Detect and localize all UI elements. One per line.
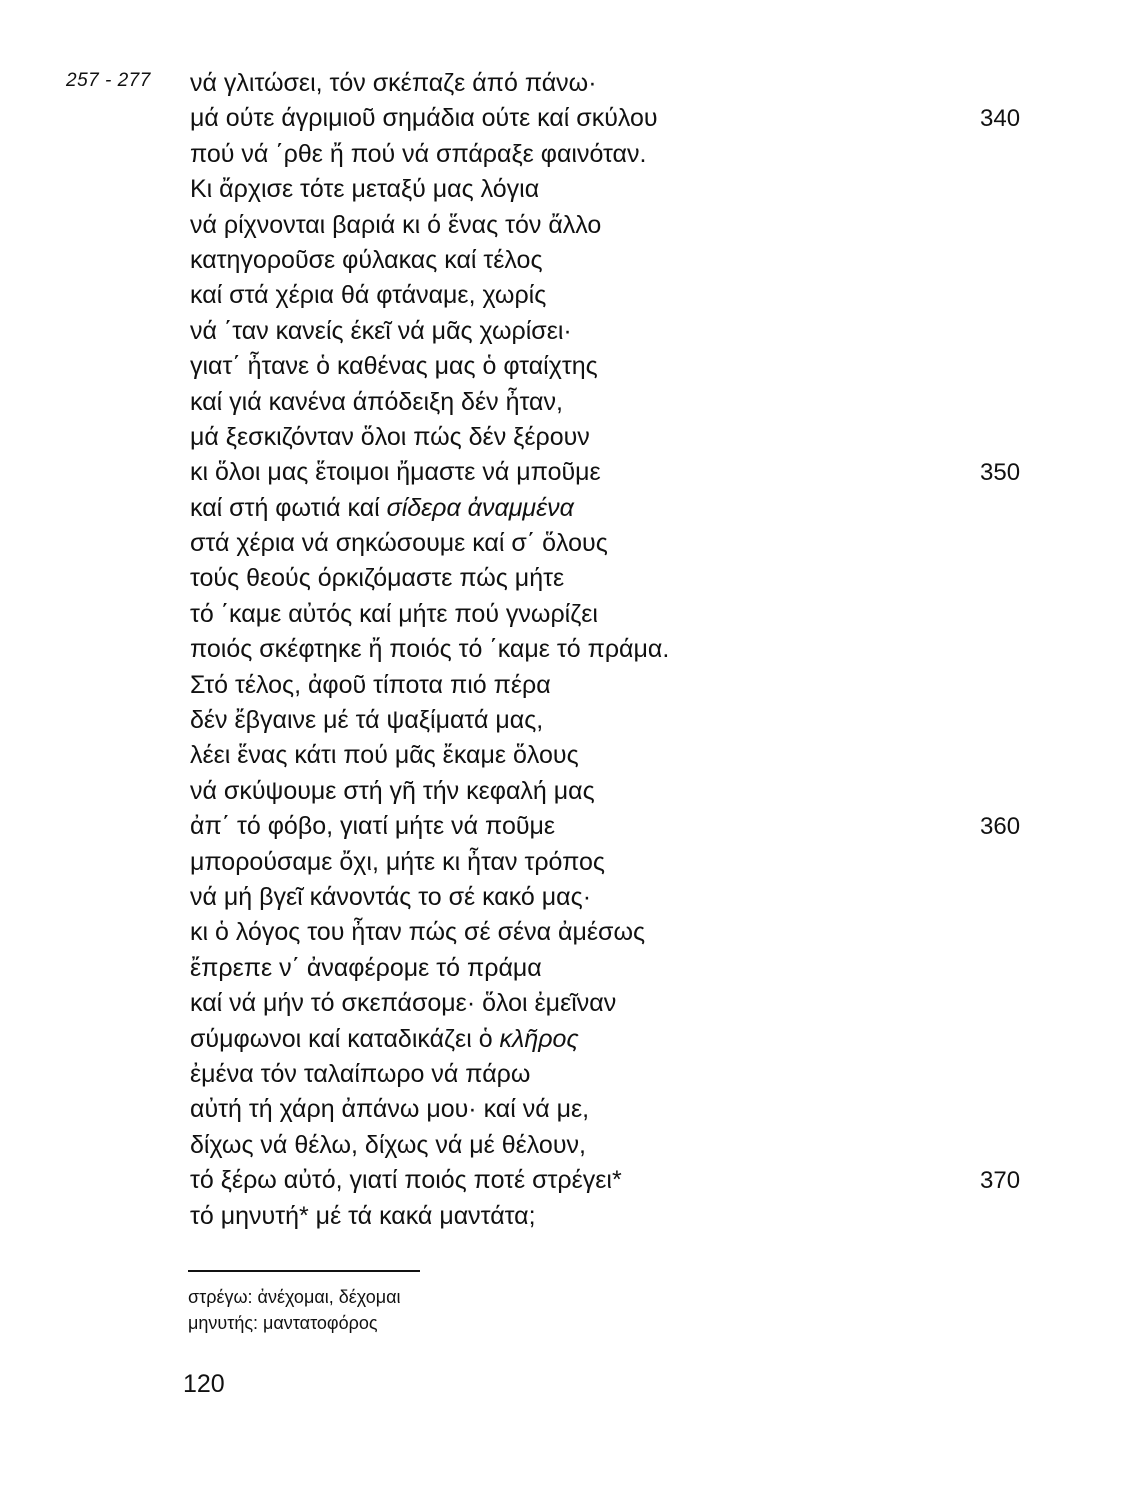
verse-line-text [190,561,564,596]
verse-line-plain: τούς θεούς όρκιζόμαστε πώς μήτε [190,564,565,593]
verse-line-plain: ποιός σκέφτηκε ἤ ποιός τό ΄καμε τό πράμα. [190,635,670,664]
verse-line-plain: καί στή φωτιά καί [190,493,387,522]
source-line-reference: 257 - 277 [66,70,151,91]
verse-line-text [190,101,658,136]
verse-line-number: 370 [980,1167,1021,1195]
verse-line [190,845,1070,880]
footnote-1: στρέγω: ἀνέχομαι, δέχομαι [188,1287,401,1307]
verse-line-plain: πού νά ΄ρθε ἤ πού νά σπάραξε φαινόταν. [190,139,647,168]
verse-line-plain: σύμφωνοι καί καταδικάζει ὁ [190,1024,500,1053]
verse-line-text [190,491,574,526]
verse-line-text [190,597,598,632]
verse-line-text [190,137,646,172]
verse-line-plain: μά ούτε άγριμιοῦ σημάδια ούτε καί σκύλου [190,104,658,133]
verse-line-text [190,1057,530,1092]
verse-line-plain: ἀπ΄ τό φόβο, γιατί μήτε νά ποῦμε [190,812,556,841]
verse-line-text [190,66,597,101]
verse-line [190,880,1070,915]
verse-line-plain: τό μηνυτή* μέ τά κακά μαντάτα; [190,1201,536,1230]
verse-line-text [190,986,616,1021]
verse-line-text [190,632,669,667]
footnote-separator [188,1270,420,1272]
verse-line-plain: μπορούσαμε ὄχι, μήτε κι ἦταν τρόπος [190,847,605,876]
verse-line [190,385,1070,420]
verse-line [190,349,1070,384]
verse-line [190,243,1070,278]
verse-line [190,1022,1070,1057]
verse-line [190,172,1070,207]
verse-line [190,951,1070,986]
verse-line [190,66,1070,101]
verse-line [190,455,1070,490]
verse-line [190,278,1070,313]
verse-line [190,668,1070,703]
verse-line [190,526,1070,561]
verse-line [190,1128,1070,1163]
verse-line-text [190,1199,536,1234]
verse-line-text [190,278,546,313]
verse-line-text [190,385,563,420]
verse-line-plain: αὐτή τή χάρη ἀπάνω μου· καί νά με, [190,1095,590,1124]
verse-line-text [190,880,591,915]
verse-line-text [190,1128,586,1163]
verse-line [190,738,1070,773]
verse-line [190,1199,1070,1234]
verse-line-plain: μά ξεσκιζόνταν ὅλοι πώς δέν ξέρουν [190,422,590,451]
verse-line-plain: Κι ἄρχισε τότε μεταξύ μας λόγια [190,175,540,204]
verse-line-plain: γιατ΄ ἦτανε ὁ καθένας μας ὁ φταίχτης [190,352,598,381]
verse-line-text [190,208,601,243]
verse-line [190,703,1070,738]
verse-line-number: 360 [980,813,1021,841]
verse-line-italic: κλῆρος [499,1024,579,1053]
verse-line [190,137,1070,172]
verse-line-plain: καί γιά κανένα άπόδειξη δέν ἦταν, [190,387,563,416]
verse-line-plain: νά μή βγεῖ κάνοντάς το σέ κακό μας· [190,882,592,911]
verse-line-number: 350 [980,459,1021,487]
verse-line-plain: στά χέρια νά σηκώσουμε καί σ΄ ὅλους [190,529,608,558]
verse-line [190,774,1070,809]
verse-line-plain: Στό τέλος, ἀφοῦ τίποτα πιό πέρα [190,670,551,699]
verse-line [190,632,1070,667]
verse-line [190,208,1070,243]
verse-line-text [190,915,645,950]
verse-line-text [190,668,551,703]
verse-line-plain: κι ὁ λόγος του ἦταν πώς σέ σένα ἀμέσως [190,918,646,947]
verse-line-plain: τό ΄καμε αὐτός καί μήτε πού γνωρίζει [190,599,598,628]
verse-line-plain: νά σκύψουμε στή γῆ τήν κεφαλή μας [190,776,595,805]
verse-line-text [190,951,542,986]
verse-line [190,809,1070,844]
verse-line [190,420,1070,455]
verse-line [190,1057,1070,1092]
verse-line-plain: καί νά μήν τό σκεπάσομε· ὅλοι ἐμεῖναν [190,989,617,1018]
verse-line-text [190,1092,589,1127]
verse-line-text [190,526,608,561]
verse-line-text [190,314,572,349]
verse-line-text [190,172,539,207]
verse-text [190,66,1070,1234]
verse-line-text [190,455,601,490]
verse-line [190,314,1070,349]
verse-line [190,101,1070,136]
verse-line-text [190,1163,622,1198]
verse-line-plain: νά ΄ταν κανείς έκεῖ νά μᾶς χωρίσει· [190,316,572,345]
page-number: 120 [183,1370,225,1398]
verse-line-plain: ἐμένα τόν ταλαίπωρο νά πάρω [190,1059,531,1088]
verse-line-plain: τό ξέρω αὐτό, γιατί ποιός ποτέ στρέγει* [190,1166,622,1195]
verse-line-italic: σίδερα ἀναμμένα [386,493,574,522]
footnotes [188,1284,401,1336]
verse-line [190,986,1070,1021]
verse-line-plain: καί στά χέρια θά φτάναμε, χωρίς [190,281,547,310]
verse-line-plain: κι ὅλοι μας ἕτοιμοι ἤμαστε νά μποῦμε [190,458,601,487]
verse-line-text [190,845,605,880]
verse-line [190,561,1070,596]
verse-line-plain: ἔπρεπε ν΄ ἀναφέρομε τό πράμα [190,953,542,982]
verse-line-plain: δίχως νά θέλω, δίχως νά μέ θέλουν, [190,1130,586,1159]
verse-line-number: 340 [980,105,1021,133]
footnote-2: μηνυτής: μαντατοφόρος [188,1313,378,1333]
verse-line-text [190,1022,579,1057]
verse-line [190,491,1070,526]
verse-line-plain: νά ρίχνονται βαριά κι ό ἕνας τόν ἄλλο [190,210,602,239]
verse-line [190,597,1070,632]
verse-line [190,915,1070,950]
verse-line-plain: δέν ἔβγαινε μέ τά ψαξίματά μας, [190,706,544,735]
verse-line-text [190,703,543,738]
verse-line-plain: νά γλιτώσει, τόν σκέπαζε άπό πάνω· [190,69,597,97]
verse-line [190,1163,1070,1198]
verse-line [190,1092,1070,1127]
verse-line-text [190,809,555,844]
verse-line-plain: λέει ἕνας κάτι πού μᾶς ἔκαμε ὅλους [190,741,579,770]
verse-line-text [190,774,595,809]
verse-line-text [190,243,543,278]
verse-line-text [190,738,579,773]
verse-line-text [190,349,598,384]
verse-line-plain: κατηγοροῦσε φύλακας καί τέλος [190,245,543,274]
verse-line-text [190,420,590,455]
